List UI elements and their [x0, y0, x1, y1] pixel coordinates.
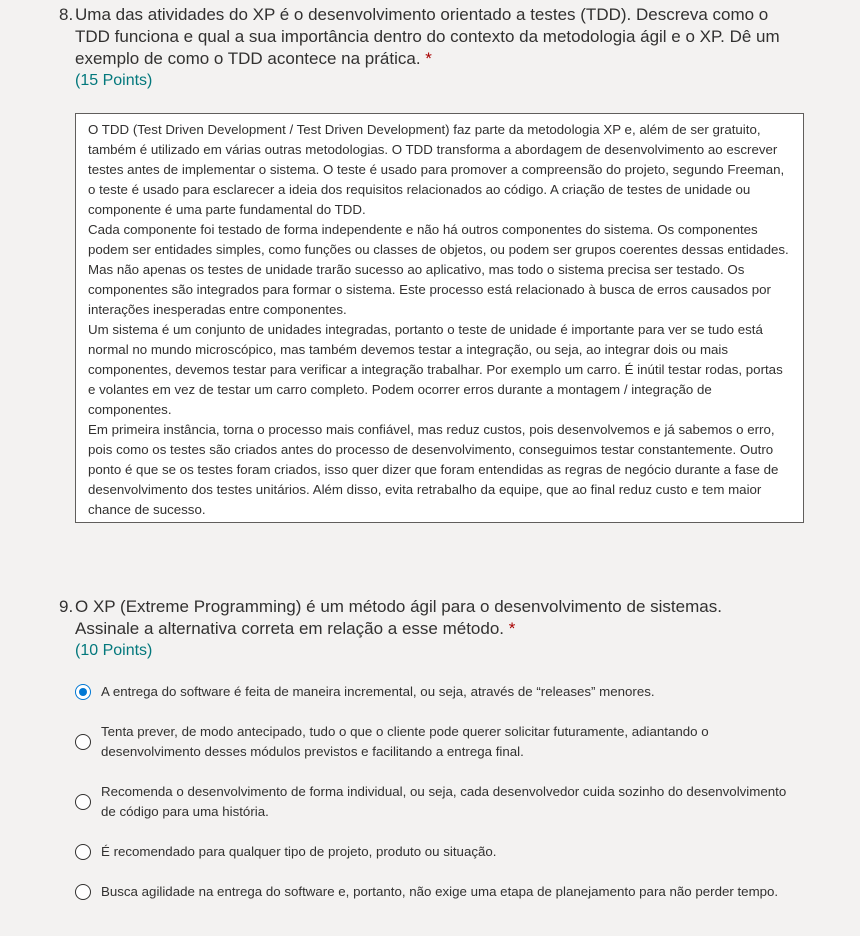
question-9-options — [75, 678, 795, 902]
required-marker: * — [425, 49, 432, 68]
question-9-points: (10 Points) — [75, 642, 153, 659]
question-8-answer-textarea[interactable]: O TDD (Test Driven Development / Test Driven Development) faz parte da metodologia XP e, além de ser gratuito, também é utilizado em várias outras metodologias. O TDD transforma a abordagem de desenvolvimento ao escrever testes antes de implementar o sistema. O teste é usado para promover a compreensão do projeto, segundo Freeman, o teste é usado para esclarecer a ideia dos requisitos relacionados ao código. A criação de testes de unidade ou componente é uma parte fundamental do TDD. Cada componente foi testado de forma independente e não há outros componentes do sistema. Os componentes podem ser entidades simples, como funções ou classes de objetos, ou podem ser grupos coerentes dessas entidades. Mas não apenas os testes de unidade trarão sucesso ao aplicativo, mas todo o sistema precisa ser testado. Os componentes são integrados para formar o sistema. Este processo está relacionado à busca de erros causados por interações inesperadas entre componentes. Um sistema é um conjunto de unidades integradas, portanto o teste de unidade é importante para ver se tudo está normal no mundo microscópico, mas também devemos testar a integração, ou seja, ao integrar dois ou mais componentes, devemos testar para verificar a integração trabalhar. Por exemplo um carro. É inútil testar rodas, portas e volantes em vez de testar um carro completo. Podem ocorrer erros durante a montagem / integração de componentes. Em primeira instância, torna o processo mais confiável, mas reduz custos, pois desenvolvemos e já sabemos o erro, pois como os testes são criados antes do processo de desenvolvimento, conseguimos testar constantemente. Outro ponto é que se os testes foram criados, isso quer dizer que foram entendidas as regras de negócio durante a fase de desenvolvimento dos testes unitários. Além disso, evita retrabalho da equipe, que ao final reduz custo e tem maior chance de sucesso. — [75, 113, 804, 523]
radio-button-icon[interactable] — [75, 684, 91, 700]
option-4-label: É recomendado para qualquer tipo de projeto, produto ou situação. — [101, 844, 497, 859]
option-5[interactable] — [75, 882, 795, 902]
question-9 — [59, 596, 819, 662]
option-4[interactable] — [75, 842, 795, 862]
question-8-points: (15 Points) — [75, 72, 153, 89]
required-marker: * — [508, 619, 516, 638]
option-3-label: Recomenda o desenvolvimento de forma individual, ou seja, cada desenvolvedor cuida sozinho do desenvolvimento de código para uma história. — [101, 784, 787, 819]
option-1[interactable] — [75, 682, 795, 702]
option-3[interactable] — [75, 782, 795, 822]
question-9-title — [59, 596, 819, 640]
question-8-title — [59, 4, 819, 70]
radio-button-icon[interactable] — [75, 884, 91, 900]
question-8 — [59, 4, 819, 92]
question-9-text: O XP (Extreme Programming) é um método ágil para o desenvolvimento de sistemas. Assinale a alternativa correta em relação a esse método. — [75, 597, 722, 638]
option-1-label: A entrega do software é feita de maneira incremental, ou seja, através de “releases” menores. — [101, 684, 655, 699]
option-5-label: Busca agilidade na entrega do software e, portanto, não exige uma etapa de planejamento para não perder tempo. — [101, 884, 779, 899]
radio-button-icon[interactable] — [75, 794, 91, 810]
radio-button-icon[interactable] — [75, 734, 91, 750]
question-9-number: 9. — [59, 597, 74, 616]
question-8-number: 8. — [59, 5, 74, 24]
option-2[interactable] — [75, 722, 795, 762]
radio-button-icon[interactable] — [75, 844, 91, 860]
option-2-label: Tenta prever, de modo antecipado, tudo o que o cliente pode querer solicitar futuramente, adiantando o desenvolvimento desses módulos previstos e facilitando a entrega final. — [101, 724, 709, 759]
question-8-text: Uma das atividades do XP é o desenvolvimento orientado a testes (TDD). Descreva como o TDD funciona e qual a sua importância dentro do contexto da metodologia ágil e o XP. Dê um exemplo de como o TDD acontece na prática. — [75, 5, 780, 68]
